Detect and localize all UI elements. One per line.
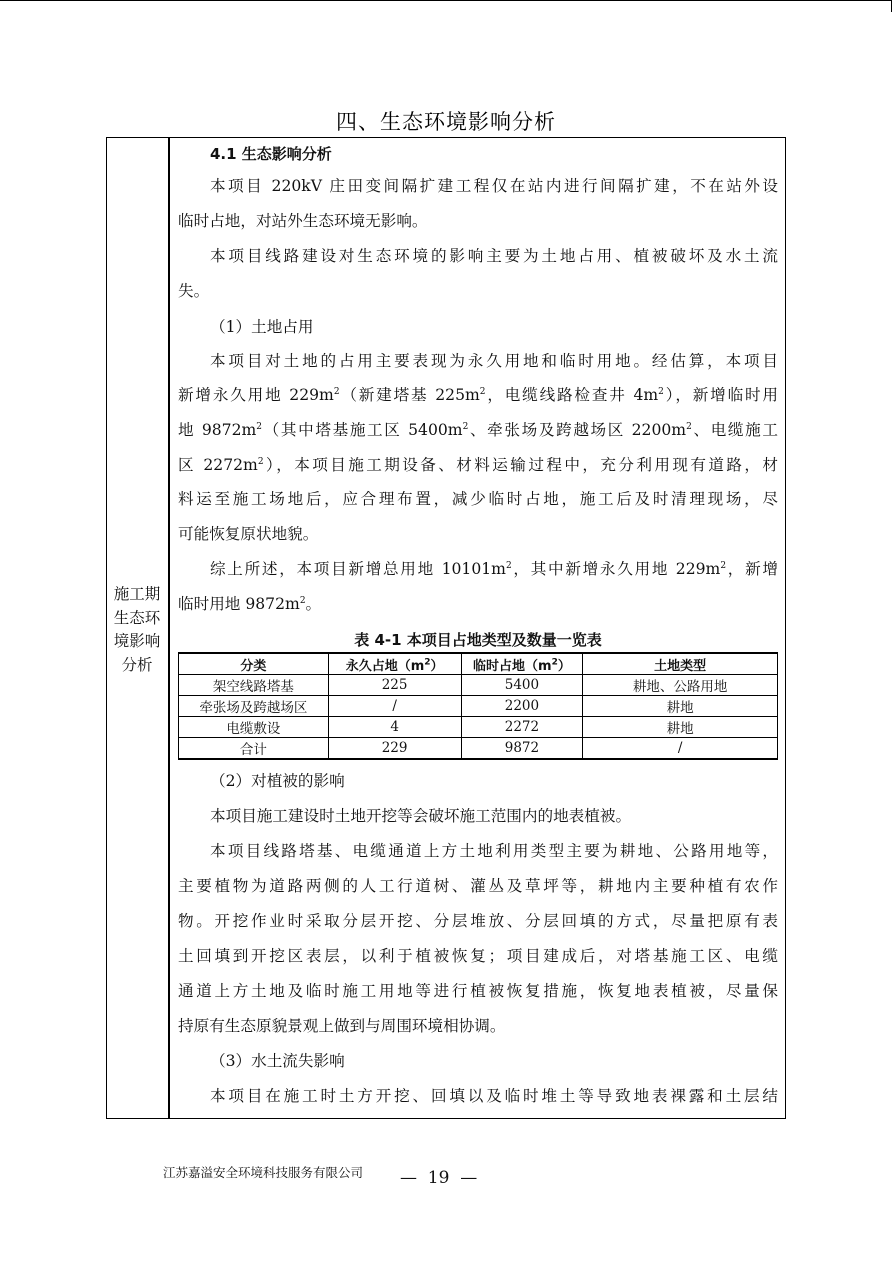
page-number: — 19 — xyxy=(400,1168,478,1188)
table-cell: 2272 xyxy=(461,717,583,738)
table-cell: 225 xyxy=(328,675,461,696)
side-label-line: 分析 xyxy=(121,655,153,674)
paragraph-line: 料运至施工场地后，应合理布置，减少临时占地，施工后及时清理现场，尽 xyxy=(178,490,778,508)
paragraph-line: 可能恢复原状地貌。 xyxy=(178,525,319,543)
paragraph-line: 主要植物为道路两侧的人工行道树、灌丛及草坪等，耕地内主要种植有农作 xyxy=(178,877,778,895)
paragraph-line: 本项目线路塔基、电缆通道上方土地利用类型主要为耕地、公路用地等， xyxy=(210,842,778,860)
table-header-cell: 永久占地$(m^2)$ xyxy=(328,653,461,675)
page-title: 四、生态环境影响分析 xyxy=(336,110,556,134)
side-label-line: 施工期 xyxy=(113,585,161,603)
subheading-soil-erosion: （3）水土流失影响 xyxy=(210,1052,345,1070)
paragraph-line: 本项目对土地的占用主要表现为永久用地和临时用地。经估算，本项目 xyxy=(210,352,778,370)
table-header-cell: 临时占地$(m^2)$ xyxy=(461,653,583,675)
paragraph-line: 持原有生态原貌景观上做到与周围环境相协调。 xyxy=(178,1017,506,1035)
table-row xyxy=(179,696,778,717)
table-cell: 耕地、公路用地 xyxy=(583,675,778,696)
side-label-line: 境影响 xyxy=(113,632,161,650)
land-use-table xyxy=(178,652,778,760)
column-divider xyxy=(168,137,170,1119)
table-row xyxy=(179,738,778,760)
paragraph-line: 失。 xyxy=(178,282,210,300)
table-cell: 229 xyxy=(328,738,461,760)
table-cell: 5400 xyxy=(461,675,583,696)
subheading-vegetation: （2）对植被的影响 xyxy=(210,772,345,790)
table-cell: / xyxy=(328,696,461,717)
paragraph-line: 本项目施工建设时土地开挖等会破坏施工范围内的地表植被。 xyxy=(210,807,632,825)
paragraph-line: 区 $2272m^2$），本项目施工期设备、材料运输过程中，充分利用现有道路，材 xyxy=(178,456,778,474)
table-cell: 2200 xyxy=(461,696,583,717)
paragraph-line: 新增永久用地 $229m^2$（新建塔基 $225m^2$，电缆线路检查井 $4m^2$），新增临时用 xyxy=(178,386,779,404)
section-heading: 4.1 生态影响分析 xyxy=(210,145,332,163)
table-cell: 合计 xyxy=(179,738,329,760)
table-cell: 牵张场及跨越场区 xyxy=(179,696,329,717)
paragraph-line: 临时用地 $9872m^2$。 xyxy=(178,595,322,613)
side-label-line: 生态环 xyxy=(113,608,161,627)
table-cell: 耕地 xyxy=(583,717,778,738)
table-cell: 耕地 xyxy=(583,696,778,717)
table-cell: 9872 xyxy=(461,738,583,760)
table-cell: 架空线路塔基 xyxy=(179,675,329,696)
table-cell: 4 xyxy=(328,717,461,738)
table-header-cell: 分类 xyxy=(179,653,329,675)
table-header-row xyxy=(179,653,778,675)
table-row xyxy=(179,675,778,696)
paragraph-line: 本项目在施工时土方开挖、回填以及临时堆土等导致地表裸露和土层结 xyxy=(210,1087,778,1105)
paragraph-line: 土回填到开挖区表层，以利于植被恢复；项目建成后，对塔基施工区、电缆 xyxy=(178,947,778,965)
paragraph-line: 通道上方土地及临时施工用地等进行植被恢复措施，恢复地表植被，尽量保 xyxy=(178,982,778,1000)
table-row xyxy=(179,717,778,738)
subheading-land-use: （1）土地占用 xyxy=(210,318,314,336)
side-label xyxy=(106,583,168,677)
paragraph-line: 本项目线路建设对生态环境的影响主要为土地占用、植被破坏及水土流 xyxy=(210,247,778,265)
table-caption: 表 4-1 本项目占地类型及数量一览表 xyxy=(354,631,602,649)
paragraph-line: 本项目 220kV 庄田变间隔扩建工程仅在站内进行间隔扩建，不在站外设 xyxy=(210,177,778,195)
paragraph-line: 物。开挖作业时采取分层开挖、分层堆放、分层回填的方式，尽量把原有表 xyxy=(178,912,778,930)
paragraph-line: 地 $9872m^2$（其中塔基施工区 $5400m^2$、牵张场及跨越场区 $2200m^2$、电缆施工 xyxy=(178,421,778,439)
paragraph-line: 综上所述，本项目新增总用地 $10101m^2$，其中新增永久用地 $229m^2$，新增 xyxy=(210,560,778,578)
paragraph-line: 临时占地，对站外生态环境无影响。 xyxy=(178,212,428,230)
table-cell: 电缆敷设 xyxy=(179,717,329,738)
table-header-cell: 土地类型 xyxy=(583,653,778,675)
table-cell: / xyxy=(583,738,778,760)
footer-company: 江苏嘉溢安全环境科技服务有限公司 xyxy=(163,1165,364,1180)
top-border-line xyxy=(0,0,892,1)
